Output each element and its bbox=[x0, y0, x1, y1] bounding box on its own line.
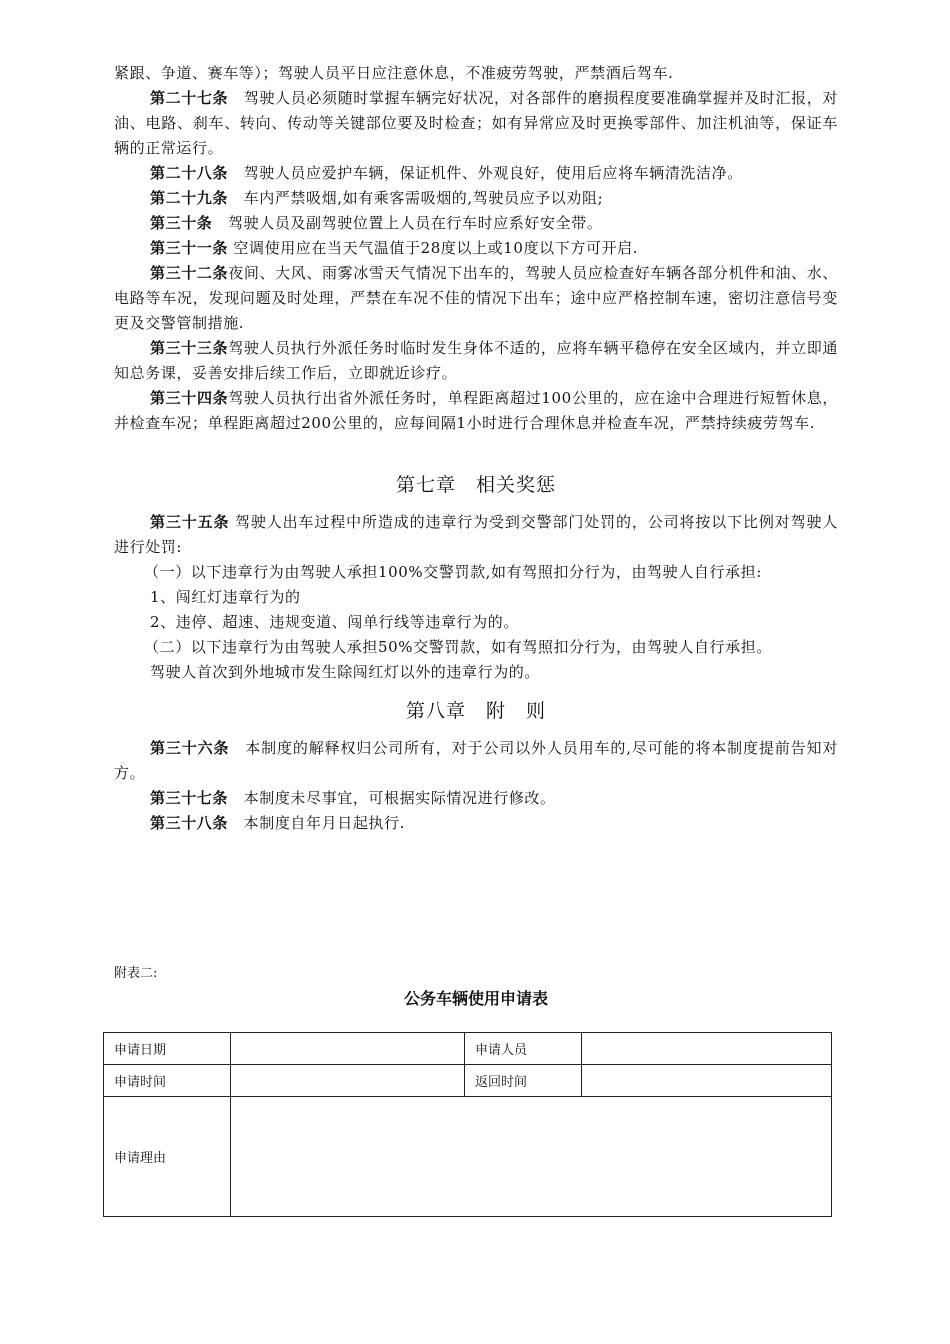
applicant-field[interactable] bbox=[582, 1033, 832, 1065]
article-34 bbox=[114, 386, 838, 436]
article-text: 夜间、大风、雨雾冰雪天气情况下出车的，驾驶人员应检查好车辆各部分机件和油、水、电路等车况，发现问题及时处理，严禁在车况不佳的情况下出车；途中应严格控制车速，密切注意信号变更及交警管制措施. bbox=[114, 264, 838, 332]
article-38 bbox=[114, 811, 838, 836]
return-time-field[interactable] bbox=[582, 1065, 832, 1097]
article-30 bbox=[114, 211, 838, 236]
apply-time-label: 申请时间 bbox=[104, 1065, 231, 1097]
article-number: 第三十一条 bbox=[150, 239, 229, 257]
penalty-item-1: 1、闯红灯违章行为的 bbox=[150, 588, 301, 606]
form-title: 公务车辆使用申请表 bbox=[403, 989, 548, 1008]
article-number: 第三十六条 bbox=[150, 739, 230, 757]
article-35 bbox=[114, 510, 838, 560]
article-29 bbox=[114, 186, 838, 211]
chapter-8-heading: 第八章 附 则 bbox=[405, 700, 546, 722]
article-number: 第三十条 bbox=[150, 214, 213, 232]
article-number: 第二十九条 bbox=[150, 189, 229, 207]
appendix-label: 附表二: bbox=[114, 966, 158, 981]
article-text: 本制度未尽事宜，可根据实际情况进行修改。 bbox=[243, 789, 556, 807]
article-number: 第三十八条 bbox=[150, 814, 229, 832]
apply-time-field[interactable] bbox=[231, 1065, 465, 1097]
article-number: 第三十五条 bbox=[150, 513, 230, 531]
article-number: 第三十七条 bbox=[150, 789, 229, 807]
article-text: 驾驶人员必须随时掌握车辆完好状况，对各部件的磨损程度要准确掌握并及时汇报，对油、电路、刹车、转向、传动等关键部位要及时检查；如有异常应及时更换零部件、加注机油等，保证车辆的正常运行。 bbox=[114, 89, 838, 157]
vehicle-request-form bbox=[103, 1032, 832, 1217]
penalty-clause-2: （二）以下违章行为由驾驶人承担50%交警罚款，如有驾照扣分行为，由驾驶人自行承担。 bbox=[144, 638, 772, 656]
article-text: 驾驶人员执行出省外派任务时，单程距离超过100公里的，应在途中合理进行短暂休息，并检查车况；单程距离超过200公里的，应每间隔1小时进行合理休息并检查车况，严禁持续疲劳驾车. bbox=[114, 389, 838, 432]
article-text: 驾驶人出车过程中所造成的违章行为受到交警部门处罚的，公司将按以下比例对驾驶人进行处罚: bbox=[114, 513, 838, 556]
article-text: 驾驶人员及副驾驶位置上人员在行车时应系好安全带。 bbox=[228, 214, 603, 232]
penalty-item-3: 驾驶人首次到外地城市发生除闯红灯以外的违章行为的。 bbox=[150, 663, 541, 681]
article-37 bbox=[114, 786, 838, 811]
article-text: 驾驶人员应爱护车辆，保证机件、外观良好，使用后应将车辆清洗洁净。 bbox=[243, 164, 743, 182]
article-text: 本制度的解释权归公司所有，对于公司以外人员用车的,尽可能的将本制度提前告知对方。 bbox=[114, 739, 838, 782]
article-number: 第三十二条 bbox=[150, 264, 229, 282]
return-time-label: 返回时间 bbox=[465, 1065, 582, 1097]
paragraph-continuation: 紧跟、争道、赛车等）；驾驶人员平日应注意休息，不准疲劳驾驶，严禁酒后驾车. bbox=[114, 64, 674, 82]
form-row bbox=[104, 1097, 832, 1217]
apply-date-label: 申请日期 bbox=[104, 1033, 231, 1065]
article-36 bbox=[114, 736, 838, 786]
article-text: 空调使用应在当天气温值于28度以上或10度以下方可开启. bbox=[233, 239, 639, 257]
article-text: 车内严禁吸烟,如有乘客需吸烟的,驾驶员应予以劝阻; bbox=[243, 189, 604, 207]
article-28 bbox=[114, 161, 838, 186]
penalty-clause-1: （一）以下违章行为由驾驶人承担100%交警罚款,如有驾照扣分行为，由驾驶人自行承担: bbox=[144, 563, 762, 581]
article-27 bbox=[114, 86, 838, 161]
article-text: 本制度自年月日起执行. bbox=[243, 814, 405, 832]
article-33 bbox=[114, 336, 838, 386]
reason-label: 申请理由 bbox=[104, 1097, 231, 1217]
article-number: 第二十七条 bbox=[150, 89, 229, 107]
applicant-label: 申请人员 bbox=[465, 1033, 582, 1065]
reason-field[interactable] bbox=[231, 1097, 832, 1217]
chapter-7-heading: 第七章 相关奖惩 bbox=[395, 474, 556, 496]
apply-date-field[interactable] bbox=[231, 1033, 465, 1065]
form-row bbox=[104, 1033, 832, 1065]
form-row bbox=[104, 1065, 832, 1097]
article-31 bbox=[114, 236, 838, 261]
article-number: 第二十八条 bbox=[150, 164, 229, 182]
article-32 bbox=[114, 261, 838, 336]
article-number: 第三十四条 bbox=[150, 389, 229, 407]
penalty-item-2: 2、违停、超速、违规变道、闯单行线等违章行为的。 bbox=[150, 613, 519, 631]
article-text: 驾驶人员执行外派任务时临时发生身体不适的，应将车辆平稳停在安全区域内，并立即通知总务课，妥善安排后续工作后，立即就近诊疗。 bbox=[114, 339, 838, 382]
article-number: 第三十三条 bbox=[150, 339, 229, 357]
